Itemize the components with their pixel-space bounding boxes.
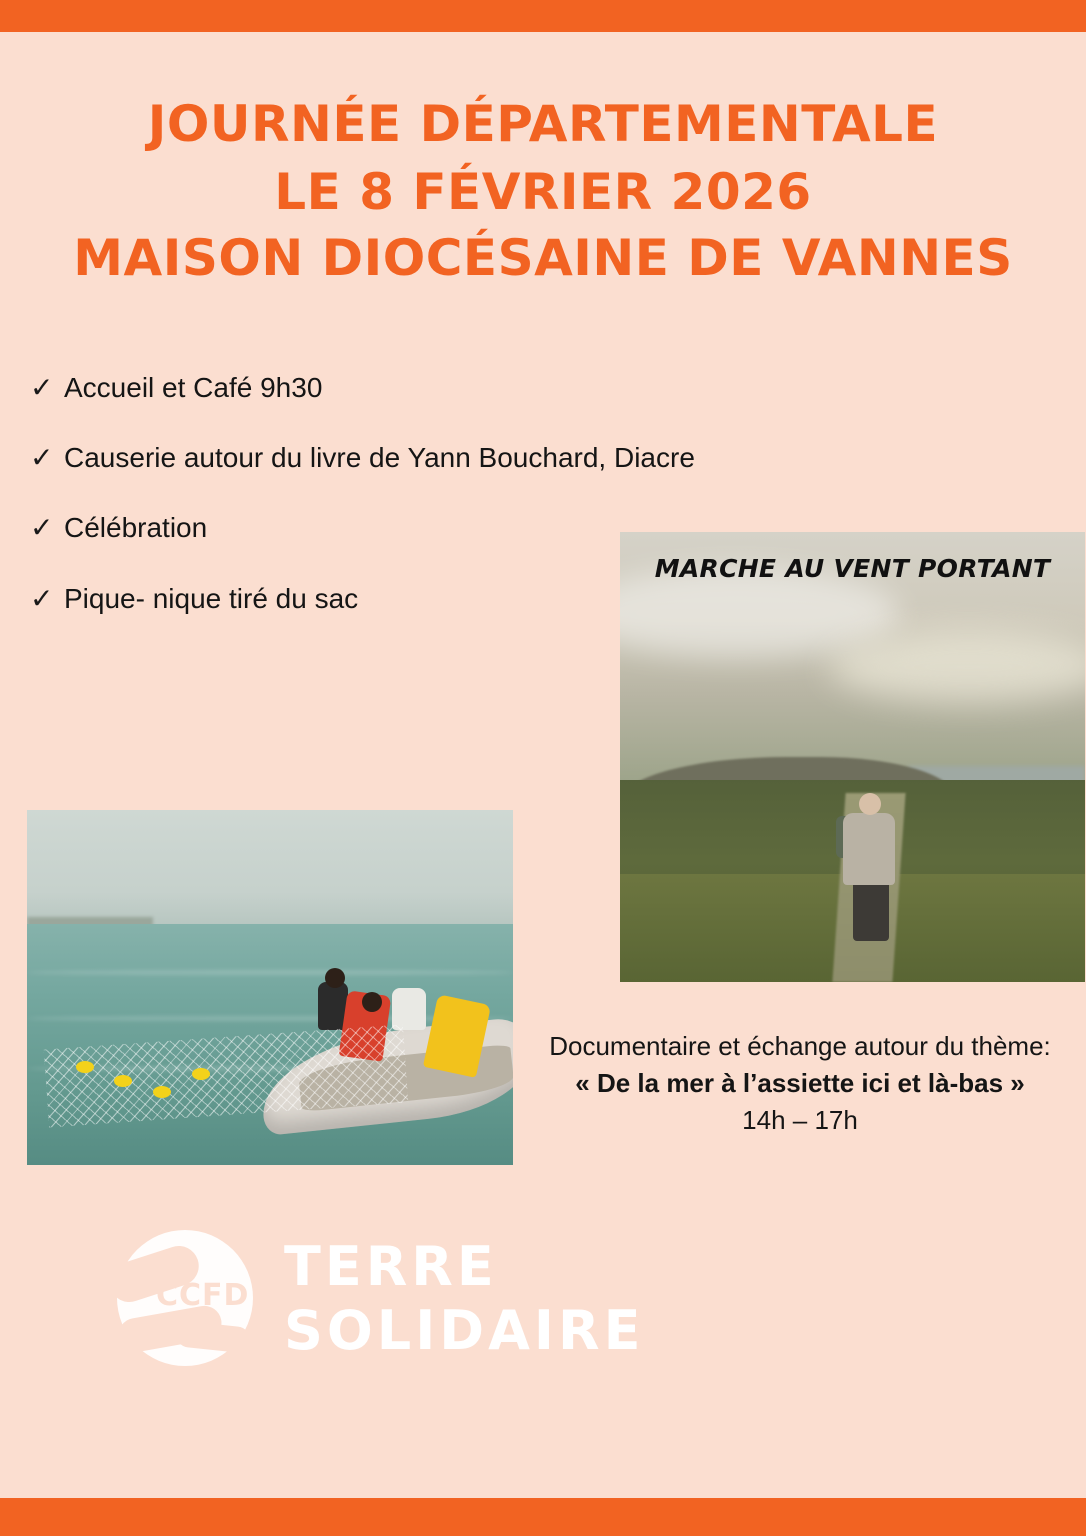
walk-photo-caption: MARCHE AU VENT PORTANT (654, 554, 1051, 583)
photo-net-float (192, 1068, 210, 1080)
logo-mark (112, 1228, 262, 1368)
logo-word-solidaire: SOLIDAIRE (284, 1299, 645, 1362)
top-accent-bar (0, 0, 1086, 32)
logo-wordmark (284, 1235, 645, 1362)
headline-line-1: JOURNÉE DÉPARTEMENTALE (147, 95, 939, 153)
list-item (30, 372, 750, 404)
headline-line-3: MAISON DIOCÉSAINE DE VANNES (73, 229, 1013, 287)
check-icon: ✓ (30, 372, 54, 403)
ccfd-terre-solidaire-logo (112, 1228, 645, 1368)
agenda-item-label: Célébration (64, 512, 208, 544)
photo-sky (27, 810, 513, 927)
photo-net-float (76, 1061, 94, 1073)
agenda-item-label: Causerie autour du livre de Yann Bouchard, Diacre (64, 442, 695, 474)
documentary-intro: Documentaire et échange autour du thème: (549, 1031, 1051, 1061)
logo-mark-text: CCFD (156, 1278, 250, 1313)
boat-photo (27, 810, 513, 1165)
agenda-item-label: Pique- nique tiré du sac (64, 582, 359, 614)
photo-net-float (153, 1086, 171, 1098)
photo-wave (27, 970, 513, 975)
photo-walker-legs (853, 879, 889, 941)
agenda-item-label: Accueil et Café 9h30 (64, 372, 323, 403)
headline-line-2: LE 8 FÉVRIER 2026 (274, 163, 812, 221)
check-icon: ✓ (30, 582, 54, 614)
bottom-accent-bar (0, 1498, 1086, 1536)
check-icon: ✓ (30, 442, 54, 474)
walk-photo (620, 532, 1085, 982)
photo-fisher-figure (392, 988, 426, 1030)
documentary-time: 14h – 17h (742, 1105, 858, 1136)
documentary-block (520, 1030, 1080, 1138)
documentary-theme: « De la mer à l’assiette ici et là-bas » (575, 1067, 1025, 1098)
list-item (30, 442, 750, 474)
photo-fisher-head (325, 968, 345, 988)
photo-walker-body (843, 813, 895, 885)
page-title (0, 96, 1086, 286)
check-icon: ✓ (30, 512, 54, 544)
logo-word-terre: TERRE (284, 1235, 498, 1298)
